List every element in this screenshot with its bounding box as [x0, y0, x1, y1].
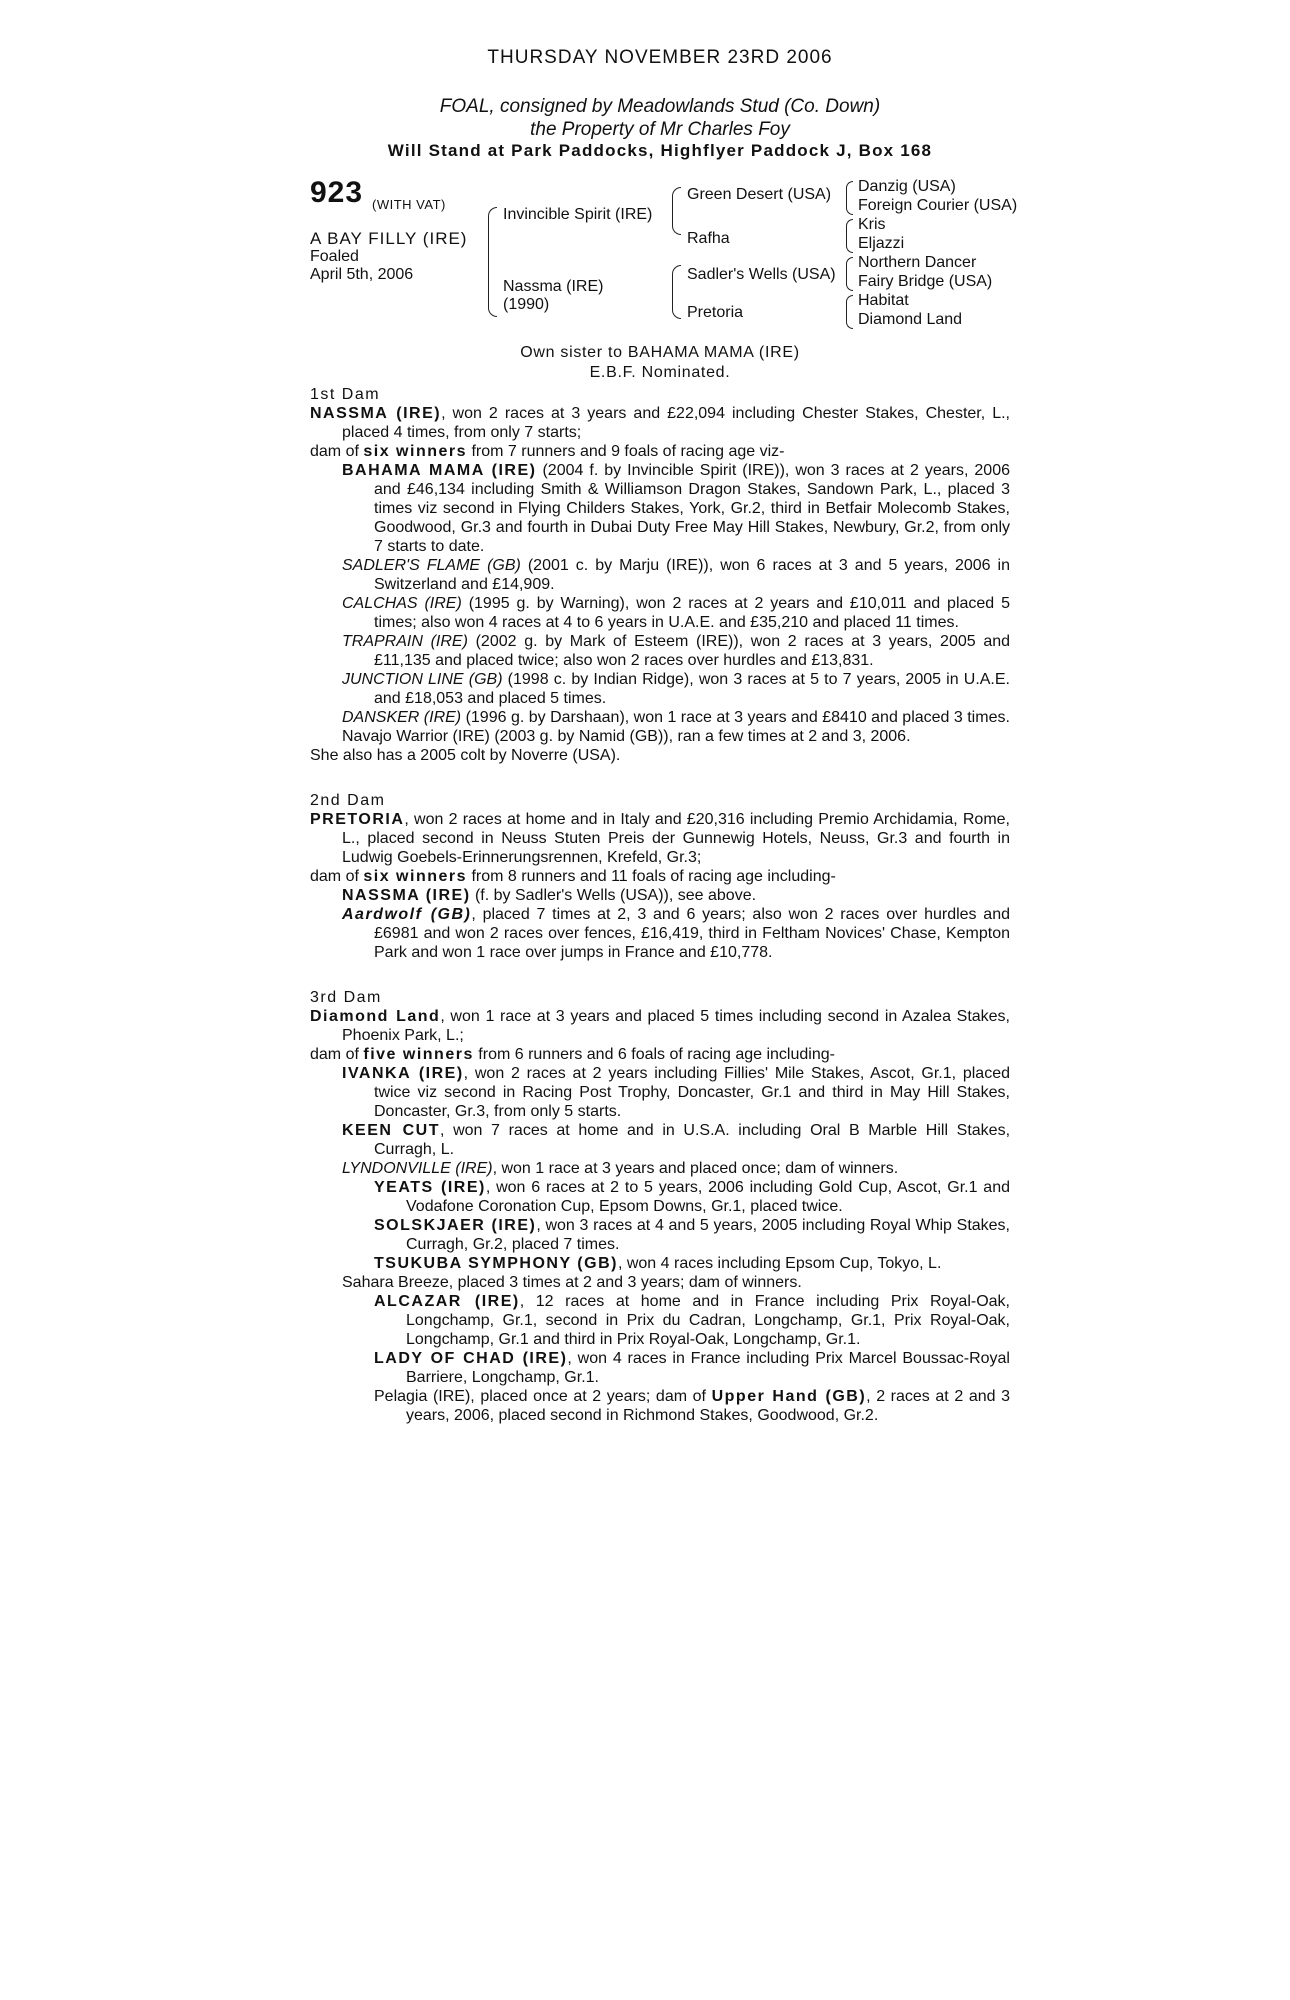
sale-date: THURSDAY NOVEMBER 23RD 2006	[487, 47, 833, 68]
stand-location: Will Stand at Park Paddocks, Highflyer Paddock J, Box 168	[387, 141, 933, 160]
sire-sire-sire: Danzig (USA)	[858, 178, 956, 195]
second-dam-record: PRETORIA, won 2 races at home and in Italy and £20,316 including Premio Archidamia, Rome, L., placed second in Neuss Stuten Preis der Gunnewig Hotels, Neuss, Gr.3 and fourth in Ludwig Goebels-Erinnerungsrennen, Krefeld, Gr.3;	[310, 811, 1010, 866]
sire-dam: Rafha	[687, 230, 730, 247]
first-dam-produce: dam of six winners from 7 runners and 9 foals of racing age viz-	[310, 443, 785, 460]
grand-progeny-item: ALCAZAR (IRE), 12 races at home and in France including Prix Royal-Oak, Longchamp, Gr.1, second in Prix du Cadran, Longchamp, Gr.1, Prix Royal-Oak, Longchamp, Gr.1 and third in Prix Royal-Oak, Longchamp, Gr.1.	[374, 1293, 1010, 1348]
progeny-item: DANSKER (IRE) (1996 g. by Darshaan), won 1 race at 3 years and £8410 and placed 3 times.	[342, 709, 1010, 726]
lot-name: A BAY FILLY (IRE)	[310, 229, 468, 248]
second-dam-produce: dam of six winners from 8 runners and 11 foals of racing age including-	[310, 868, 836, 885]
grand-progeny-item: SOLSKJAER (IRE), won 3 races at 4 and 5 years, 2005 including Royal Whip Stakes, Curragh, Gr.2, placed 7 times.	[374, 1217, 1011, 1253]
progeny-item: NASSMA (IRE) (f. by Sadler's Wells (USA)), see above.	[342, 887, 757, 904]
third-dam-heading: 3rd Dam	[310, 989, 382, 1006]
pedigree-table	[310, 176, 1018, 337]
catalogue-page	[310, 40, 1018, 1425]
brace-sire	[672, 187, 681, 235]
sire-sire: Green Desert (USA)	[687, 186, 832, 203]
sire-dam-sire: Kris	[858, 216, 886, 233]
sire-sire-dam: Foreign Courier (USA)	[858, 197, 1018, 214]
second-dam-heading: 2nd Dam	[310, 792, 386, 809]
first-dam-also: She also has a 2005 colt by Noverre (USA).	[310, 747, 621, 764]
brace-gen3-1	[846, 181, 853, 215]
progeny-item: Navajo Warrior (IRE) (2003 g. by Namid (GB)), ran a few times at 2 and 3, 2006.	[342, 728, 911, 745]
dam-sire-dam: Fairy Bridge (USA)	[858, 273, 993, 290]
first-dam-record	[310, 404, 1010, 442]
brace-dam	[672, 265, 681, 319]
dam-dam: Pretoria	[687, 304, 744, 321]
third-dam-produce: dam of five winners from 6 runners and 6 foals of racing age including-	[310, 1046, 835, 1063]
progeny-item: SADLER'S FLAME (GB) (2001 c. by Marju (IRE)), won 6 races at 3 and 5 years, 2006 in Switzerland and £14,909.	[342, 557, 1010, 593]
dam-dam-dam: Diamond Land	[858, 311, 963, 328]
dam-sire: Sadler's Wells (USA)	[687, 266, 836, 283]
dam-year: (1990)	[503, 296, 550, 313]
progeny-item: Aardwolf (GB), placed 7 times at 2, 3 and 6 years; also won 2 races over hurdles and £6981 and won 2 races over fences, £16,419, third in Feltham Novices' Chase, Kempton Park and won 1 race over jumps in France and £10,778.	[342, 906, 1011, 961]
dam-record-text: , won 2 races at 3 years and £22,094 including Chester Stakes, Chester, L., placed 4 times, from only 7 starts;	[342, 405, 1011, 441]
progeny-item: Sahara Breeze, placed 3 times at 2 and 3 years; dam of winners.	[342, 1274, 802, 1291]
grand-progeny-item: Pelagia (IRE), placed once at 2 years; dam of Upper Hand (GB), 2 races at 2 and 3 years, 2006, placed second in Richmond Stakes, Goodwood, Gr.2.	[374, 1388, 1010, 1424]
ebf-note: E.B.F. Nominated.	[589, 364, 731, 381]
foaled-label: Foaled	[310, 248, 359, 265]
grand-progeny-item: TSUKUBA SYMPHONY (GB), won 4 races including Epsom Cup, Tokyo, L.	[374, 1255, 942, 1272]
dam-sire-sire: Northern Dancer	[858, 254, 977, 271]
progeny-item: KEEN CUT, won 7 races at home and in U.S.A. including Oral B Marble Hill Stakes, Curragh, L.	[342, 1122, 1011, 1158]
sire: Invincible Spirit (IRE)	[503, 206, 653, 223]
brace-gen1	[488, 207, 497, 317]
first-dam-heading: 1st Dam	[310, 386, 381, 403]
progeny-item: TRAPRAIN (IRE) (2002 g. by Mark of Esteem (IRE)), won 2 races at 3 years, 2005 and £11,135 and placed twice; also won 2 races over hurdles and £13,831.	[342, 633, 1011, 669]
progeny-item: LYNDONVILLE (IRE), won 1 race at 3 years and placed once; dam of winners.	[342, 1160, 899, 1177]
progeny-item: BAHAMA MAMA (IRE) (2004 f. by Invincible Spirit (IRE)), won 3 races at 2 years, 2006 and £46,134 including Smith & Williamson Dragon Stakes, Sandown Park, L., placed 3 times viz second in Flying Childers Stakes, York, Gr.2, third in Betfair Molecomb Stakes, Goodwood, Gr.3 and fourth in Dubai Duty Free May Hill Stakes, Newbury, Gr.2, from only 7 starts to date.	[342, 462, 1010, 555]
progeny-item: JUNCTION LINE (GB) (1998 c. by Indian Ridge), won 3 races at 5 to 7 years, 2005 in U.A.E. and £18,053 and placed 5 times.	[342, 671, 1010, 707]
grand-progeny-item: YEATS (IRE), won 6 races at 2 to 5 years, 2006 including Gold Cup, Ascot, Gr.1 and Vodafone Coronation Cup, Epsom Downs, Gr.1, placed twice.	[374, 1179, 1011, 1215]
grand-progeny-item: LADY OF CHAD (IRE), won 4 races in France including Prix Marcel Boussac-Royal Barriere, Longchamp, Gr.1.	[374, 1350, 1010, 1386]
foaled-value: April 5th, 2006	[310, 266, 414, 283]
brace-gen3-2	[846, 219, 853, 253]
own-sister-note: Own sister to BAHAMA MAMA (IRE)	[520, 344, 800, 361]
brace-gen3-3	[846, 257, 853, 291]
lot-number: 923	[310, 176, 364, 209]
progeny-item: CALCHAS (IRE) (1995 g. by Warning), won 2 races at 2 years and £10,011 and placed 5 times; also won 4 races at 4 to 6 years in U.A.E. and £35,210 and placed 11 times.	[342, 595, 1010, 631]
vat-label: (WITH VAT)	[372, 197, 446, 212]
brace-gen3-4	[846, 295, 853, 329]
third-dam-record: Diamond Land, won 1 race at 3 years and placed 5 times including second in Azalea Stakes, Phoenix Park, L.;	[310, 1008, 1011, 1044]
dam-name: NASSMA (IRE)	[310, 405, 442, 422]
consignor-line: FOAL, consigned by Meadowlands Stud (Co. Down)	[439, 96, 881, 117]
dam: Nassma (IRE)	[503, 278, 604, 295]
sire-dam-dam: Eljazzi	[858, 235, 905, 252]
foaled-date	[310, 248, 413, 284]
progeny-item: IVANKA (IRE), won 2 races at 2 years including Fillies' Mile Stakes, Ascot, Gr.1, placed twice viz second in Racing Post Trophy, Doncaster, Gr.1 and third in May Hill Stakes, Doncaster, Gr.3, from only 5 starts.	[342, 1065, 1010, 1120]
property-line: the Property of Mr Charles Foy	[530, 119, 790, 140]
dam-dam-sire: Habitat	[858, 292, 909, 309]
